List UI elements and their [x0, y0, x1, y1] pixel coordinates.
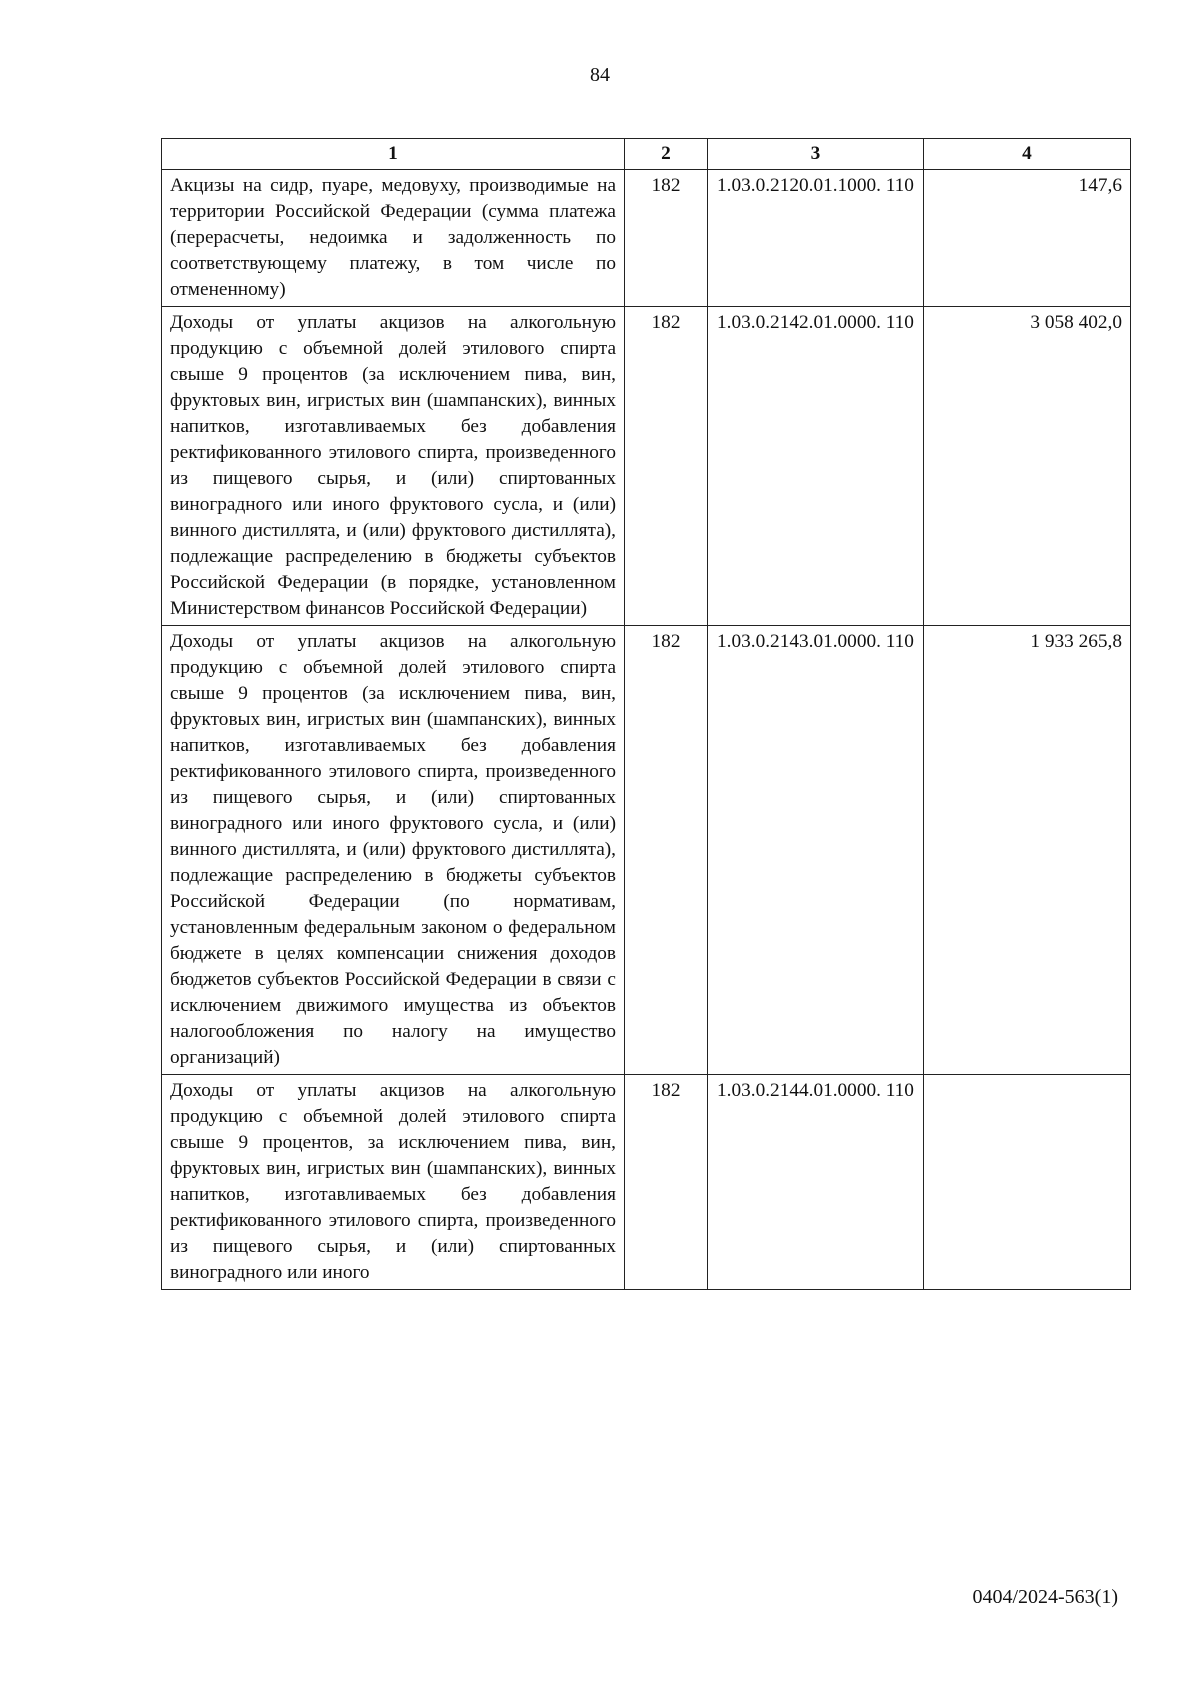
row-admin-code: 182 — [625, 307, 708, 626]
table-row — [162, 626, 1131, 1075]
table-header-row — [162, 139, 1131, 170]
row-amount — [924, 1075, 1131, 1290]
row-description: Акцизы на сидр, пуаре, медовуху, производимые на территории Российской Федерации (сумма платежа (перерасчеты, недоимка и задолженность по соответствующему платежу, в том числе по отмененному) — [162, 170, 625, 307]
row-admin-code: 182 — [625, 1075, 708, 1290]
row-description: Доходы от уплаты акцизов на алкогольную продукцию с объемной долей этилового спирта свыше 9 процентов (за исключением пива, вин, фруктовых вин, игристых вин (шампанских), винных напитков, изготавливаемых без добавления ректификованного этилового спирта, произведенного из пищевого сырья, и (или) спиртованных виноградного или иного фруктового сусла, и (или) винного дистиллята, и (или) фруктового дистиллята), подлежащие распределению в бюджеты субъектов Российской Федерации (в порядке, установленном Министерством финансов Российской Федерации) — [162, 307, 625, 626]
row-admin-code: 182 — [625, 170, 708, 307]
row-classification-code: 1.03.0.2120.01.1000. 110 — [708, 170, 924, 307]
document-code: 0404/2024-563(1) — [972, 1586, 1118, 1608]
table-row — [162, 307, 1131, 626]
row-description: Доходы от уплаты акцизов на алкогольную продукцию с объемной долей этилового спирта свыше 9 процентов, за исключением пива, вин, фруктовых вин, игристых вин (шампанских), винных напитков, изготавливаемых без добавления ректификованного этилового спирта, произведенного из пищевого сырья, и (или) спиртованных виноградного или иного — [162, 1075, 625, 1290]
column-header-3: 3 — [708, 139, 924, 170]
row-classification-code: 1.03.0.2144.01.0000. 110 — [708, 1075, 924, 1290]
row-amount: 3 058 402,0 — [924, 307, 1131, 626]
row-amount: 147,6 — [924, 170, 1131, 307]
row-classification-code: 1.03.0.2143.01.0000. 110 — [708, 626, 924, 1075]
table-row — [162, 1075, 1131, 1290]
column-header-2: 2 — [625, 139, 708, 170]
column-header-4: 4 — [924, 139, 1131, 170]
row-classification-code: 1.03.0.2142.01.0000. 110 — [708, 307, 924, 626]
row-admin-code: 182 — [625, 626, 708, 1075]
row-description: Доходы от уплаты акцизов на алкогольную продукцию с объемной долей этилового спирта свыше 9 процентов (за исключением пива, вин, фруктовых вин, игристых вин (шампанских), винных напитков, изготавливаемых без добавления ректификованного этилового спирта, произведенного из пищевого сырья, и (или) спиртованных виноградного или иного фруктового сусла, и (или) винного дистиллята, и (или) фруктового дистиллята), подлежащие распределению в бюджеты субъектов Российской Федерации (по нормативам, установленным федеральным законом о федеральном бюджете в целях компенсации снижения доходов бюджетов субъектов Российской Федерации в связи с исключением движимого имущества из объектов налогообложения по налогу на имущество организаций) — [162, 626, 625, 1075]
page-number: 84 — [590, 64, 610, 86]
budget-revenue-table — [161, 138, 1131, 1290]
table-row — [162, 170, 1131, 307]
row-amount: 1 933 265,8 — [924, 626, 1131, 1075]
column-header-1: 1 — [162, 139, 625, 170]
